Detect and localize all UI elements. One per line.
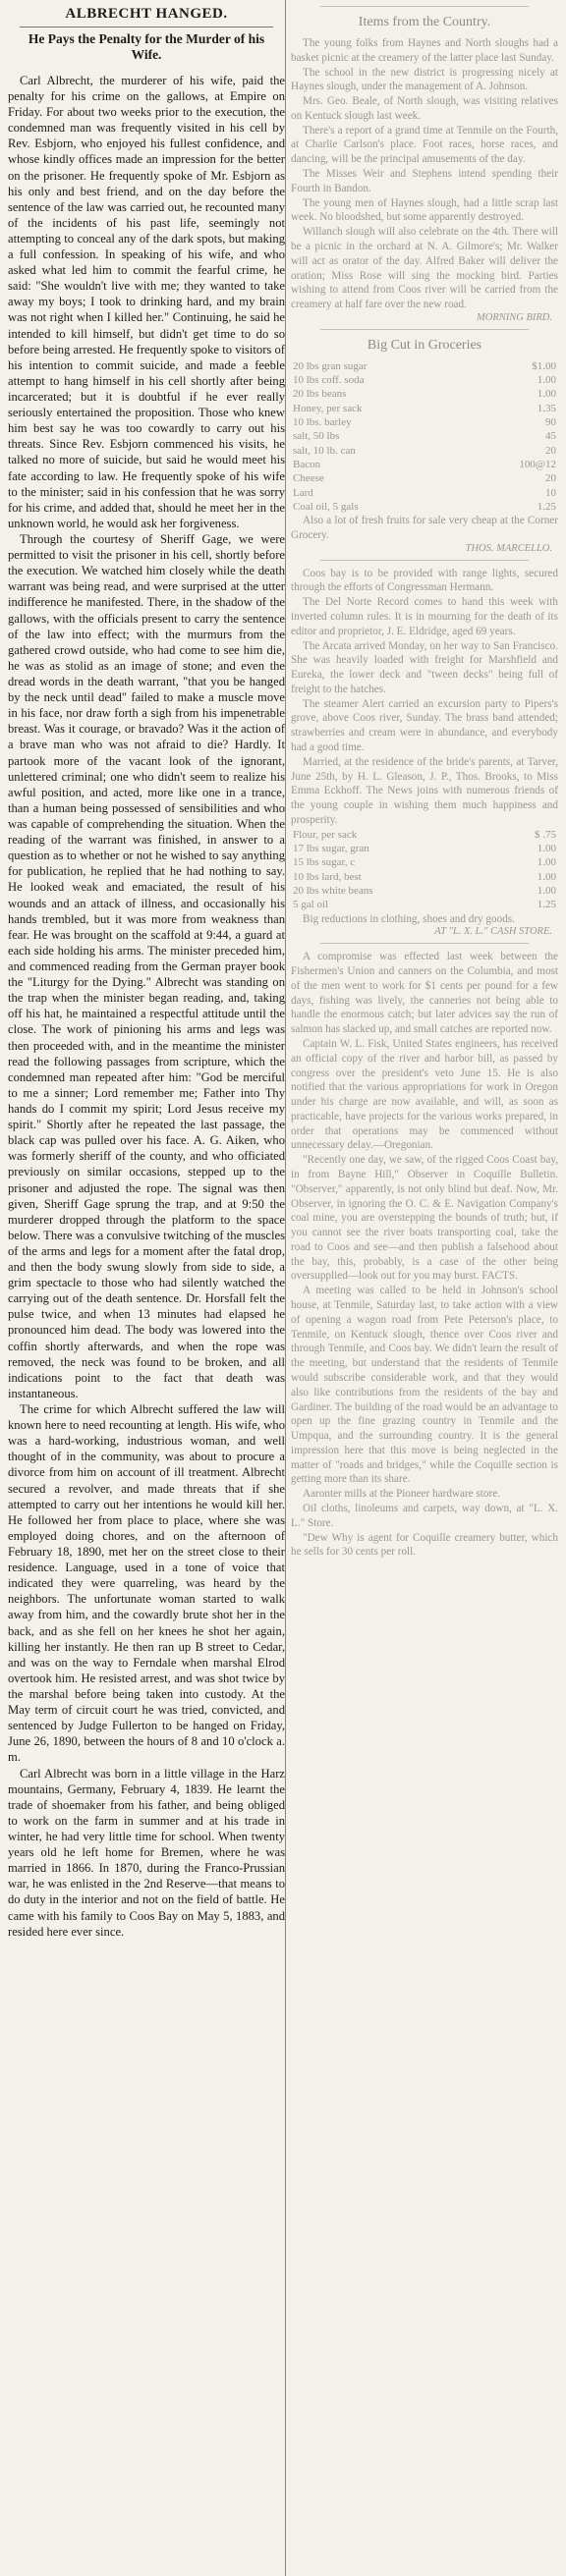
price-value: 1.25 bbox=[537, 500, 556, 513]
section-rule bbox=[320, 6, 529, 7]
country-item: There's a report of a grand time at Tenmile on the Fourth, at Charlie Carlson's place. Foot races, horse races, and dancing, will be the principal amusements of the day. bbox=[291, 124, 558, 166]
price-row bbox=[291, 870, 558, 884]
price-value: 90 bbox=[545, 416, 556, 429]
price-value: 1.00 bbox=[537, 843, 556, 855]
price-label: Cheese bbox=[293, 472, 324, 485]
country-section bbox=[291, 6, 558, 323]
price-row bbox=[291, 415, 558, 429]
price-label: 5 gal oil bbox=[293, 899, 329, 911]
price-value: 45 bbox=[545, 430, 556, 443]
news-item: Coos bay is to be provided with range lights, secured through the efforts of Congressman Hermann. bbox=[291, 567, 558, 594]
country-item: The young folks from Haynes and North sloughs had a basket picnic at the creamery of the latter place last Sunday. bbox=[291, 37, 558, 64]
price-row bbox=[291, 402, 558, 415]
price-label: Coal oil, 5 gals bbox=[293, 500, 359, 513]
price-row bbox=[291, 458, 558, 471]
price-label: 17 lbs sugar, gran bbox=[293, 843, 369, 855]
news-section bbox=[291, 560, 558, 938]
price-label: 15 lbs sugar, c bbox=[293, 856, 356, 869]
price-label: salt, 50 lbs bbox=[293, 430, 340, 443]
price-value: $1.00 bbox=[532, 359, 556, 372]
price-row bbox=[291, 828, 558, 842]
price-value: 20 bbox=[545, 472, 556, 485]
country-item: Mrs. Geo. Beale, of North slough, was visiting relatives on Kentuck slough last week. bbox=[291, 95, 558, 122]
article-paragraph: Carl Albrecht, the murderer of his wife, paid the penalty for his crime on the gallows, at Empire on Friday. For about two weeks prior to the execution, the condemned man was frequently visited in his cell by Rev. Esbjorn, who enjoyed his fullest confidence, and whose kindly offices made an impression for the better on the prisoner. He frequently spoke of Mr. Esbjorn as his only and best friend, and on the day before the sentence of the law was carried out, he recounted many of the incidents of his past life, seemingly not attempting to conceal any of the dark spots, but making a full confession. In speaking of his wife, and who asked what led him to commit the fearful crime, he said: "She wouldn't live with me; they wanted to take away my boys; I took to drinking hard, and my brain was not right when I killed her." Continuing, he said he intended to kill himself, but didn't get time to do so before being arrested. He frequently spoke to visitors of his intention to commit suicide, and made a feeble attempt to hang himself in his cell shortly after being incarcerated; but it is doubtful if he ever really seriously entertained the proposition. Those who knew him best say he was too cowardly to carry out his threats. Since Rev. Esbjorn commenced his visits, he talked no more of suicide, but said he would meet his fate according to law. He frequently spoke of his wife to the minister; said in his confession that he was sorry for his crime, and added that, should he meet her in the unknown world, he would ask her forgiveness. bbox=[8, 73, 285, 530]
groceries-section bbox=[291, 329, 558, 554]
price-label: 20 lbs beans bbox=[293, 388, 347, 401]
country-signature: MORNING BIRD. bbox=[477, 311, 552, 323]
country-item: The school in the new district is progressing nicely at Haynes slough, under the management of A. Johnson. bbox=[291, 66, 558, 93]
flour-signature: AT "L. X. L." CASH STORE. bbox=[434, 926, 552, 938]
price-label: 10 lbs lard, best bbox=[293, 870, 362, 883]
country-item: The Misses Weir and Stephens intend spending their Fourth in Bandon. bbox=[291, 168, 558, 194]
price-row bbox=[291, 486, 558, 500]
news-item: The steamer Alert carried an excursion party to Pipers's grove, above Coos river, Sunday. The brass band attended; strawberries and cream were in abundance, and everybody had a good time. bbox=[291, 697, 558, 754]
price-label: 10 lbs coff. soda bbox=[293, 374, 365, 387]
price-value: 1.00 bbox=[537, 856, 556, 869]
price-label: Flour, per sack bbox=[293, 828, 358, 841]
section-rule bbox=[320, 943, 529, 944]
flour-price-list bbox=[291, 828, 558, 912]
country-heading: Items from the Country. bbox=[358, 15, 491, 29]
price-row bbox=[291, 387, 558, 401]
groceries-note: Also a lot of fresh fruits for sale very cheap at the Corner Grocery. bbox=[291, 515, 558, 541]
price-value: 20 bbox=[545, 444, 556, 457]
price-value: 1.00 bbox=[537, 884, 556, 897]
price-value: 1.25 bbox=[537, 899, 556, 911]
price-value: 1.00 bbox=[537, 374, 556, 387]
news-item: Married, at the residence of the bride's parents, at Tarver, June 25th, by H. L. Gleason, J. P., Thos. Brooks, to Miss Emma Eckhoff. The News joins with numerous friends of the young couple in wishing them much happiness and prosperity. bbox=[291, 755, 558, 826]
article-paragraph: The crime for which Albrecht suffered the law will known here to need recounting at length. His wife, who was a hard-working, industrious woman, and well thought of in the community, was about to procure a divorce from him on account of ill treatment. Albrecht secured a revolver, and made threats that if she attempted to carry out her intentions he would kill her. He followed her from place to place, where she was employed doing chores, and on the afternoon of February 18, 1890, met her on the street close to their residence. Language, used in a tone of voice that indicated they were quarreling, was heard by the neighbors. The unfortunate woman started to walk away from him, and the cowardly brute shot her in the back, and as she fell on her knees he shot her again, killing her instantly. He then ran up B street to Cedar, and was on the way to Ferndale when marshal Elrod overtook him. He resisted arrest, and was shot twice by the marshal before being taken into custody. At the May term of circuit court he was tried, convicted, and sentenced by Judge Fullerton to be hanged on Friday, June 26, 1890, between the hours of 8 and 10 o'clock a. m. bbox=[8, 1402, 285, 1765]
price-label: 20 lbs white beans bbox=[293, 884, 373, 897]
news-item: Oil cloths, linoleums and carpets, way down, at "L. X. L." Store. bbox=[291, 1502, 558, 1529]
groceries-signature: THOS. MARCELLO. bbox=[465, 542, 552, 554]
news-item: "Recently one day, we saw, of the rigged Coos Coast bay, in from Bayne Hill," Observer in Coquille Bulletin. "Observer," apparently, is not only blind but deaf. Now, Mr. Observer, in ignoring the O. C. & E. Navigation Company's coal mine, you are overstepping the bounds of truth; but, if you cannot see the river boats transporting coal, take the road to Coos and see—and then publish a falsehood about the bay, this, probably, is a case of the other being oversupplied—look out for you may burst. FACTS. bbox=[291, 1154, 558, 1283]
price-value: 100@12 bbox=[519, 458, 556, 470]
price-row bbox=[291, 500, 558, 514]
news-item: A compromise was effected last week between the Fishermen's Union and canners on the Columbia, and most of the men went to work for $1 cents per pound for a few days, fishing was lively, the canneries not being able to handle the enormous catch; but later advices say the run of salmon has slacked up, and small catches are reported now. bbox=[291, 951, 558, 1036]
price-row bbox=[291, 373, 558, 387]
price-label: Honey, per sack bbox=[293, 402, 363, 414]
price-value: 1.00 bbox=[537, 388, 556, 401]
groceries-heading: Big Cut in Groceries bbox=[367, 337, 482, 353]
news-item: "Dew Why is agent for Coquille creamery butter, which he sells for 30 cents per roll. bbox=[291, 1531, 558, 1559]
price-row bbox=[291, 444, 558, 458]
article-headline: ALBRECHT HANGED. bbox=[65, 6, 228, 22]
price-value: 1.35 bbox=[537, 402, 556, 414]
news-item: The Del Norte Record comes to hand this week with inverted column rules. It is in mourning for the death of its editor and proprietor, J. E. Eldridge, aged 69 years. bbox=[291, 596, 558, 637]
price-row bbox=[291, 884, 558, 898]
section-rule bbox=[320, 329, 529, 330]
price-row bbox=[291, 898, 558, 911]
price-label: salt, 10 lb. can bbox=[293, 444, 356, 457]
news-item: Aaronter mills at the Pioneer hardware store. bbox=[303, 1488, 500, 1501]
news-item: A meeting was called to be held in Johnson's school house, at Tenmile, Saturday last, to take action with a view of opening a wagon road from Pete Peterson's place, to Tenmile, on Kentuck slough, thence over Coos river and through Tenmile, and Coos bay. We didn't learn the result of the meeting, but understand that the residents of Tenmile would subscribe considerable work, and that they would also like contributions from the residents of the bay and Gardiner. The building of the road would be an advantage to open up the fine grazing country in Tenmile and the Umpqua, and the surrounding country. It is the general impression here that this move is being neglected in the matter of "roads and bridges," while the Coquille section is getting more than its share. bbox=[291, 1285, 558, 1486]
price-label: Bacon bbox=[293, 458, 321, 470]
more-news-section bbox=[291, 943, 558, 1560]
country-item: The young men of Haynes slough, had a little scrap last week. No bloodshed, but some apparently destroyed. bbox=[291, 196, 558, 224]
price-label: 10 lbs. barley bbox=[293, 416, 352, 429]
news-item: Captain W. L. Fisk, United States engineers, has received an official copy of the river and harbor bill, as passed by congress over the president's veto June 15. He is also notified that the various appropriations for work in Oregon under his charge are now available, and will, as soon as practicable, have projects for the various works prepared, in order that operations may be commenced without unnecessary delay.—Oregonian. bbox=[291, 1037, 558, 1152]
news-item: The Arcata arrived Monday, on her way to San Francisco. She was heavily loaded with freight for Marshfield and Eureka, the lower deck and "tween decks" being full of freight to the hatches. bbox=[291, 639, 558, 695]
price-row bbox=[291, 855, 558, 869]
article-body bbox=[8, 73, 285, 1940]
left-column bbox=[8, 0, 286, 2576]
price-row bbox=[291, 471, 558, 485]
article-paragraph: Carl Albrecht was born in a little village in the Harz mountains, Germany, February 4, 1839. He learnt the trade of shoemaker from his father, and being obliged to work on the farm in summer and at his trade in winter, he had very little time for school. When twenty years old he left home for Bremen, where he was married in 1866. In 1870, during the Franco-Prussian war, he was enlisted in the 2nd Reserve—that means to do duty in the interior and not on the field of battle. He came with his family to Coos Bay on May 5, 1883, and resided here ever since. bbox=[8, 1766, 285, 1939]
price-value: $ .75 bbox=[535, 828, 556, 841]
groceries-price-list bbox=[291, 359, 558, 514]
price-value: 10 bbox=[545, 486, 556, 499]
price-label: Lard bbox=[293, 486, 313, 499]
price-label: 20 lbs gran sugar bbox=[293, 359, 368, 372]
price-row bbox=[291, 842, 558, 855]
right-column bbox=[291, 0, 558, 2576]
section-rule bbox=[320, 560, 529, 561]
article-deck: He Pays the Penalty for the Murder of his Wife. bbox=[28, 31, 265, 62]
price-row bbox=[291, 429, 558, 443]
country-item: Willanch slough will also celebrate on the 4th. There will be a picnic in the orchard at N. A. Gilmore's; Mr. Walker will act as orator of the day. Alfred Baker will deliver the oration; Miss Rose will sing the mocking bird. Parties wishing to attend from Coos river will be carried from the creamery at half fare over the new road. bbox=[291, 226, 558, 311]
price-row bbox=[291, 359, 558, 373]
price-value: 1.00 bbox=[537, 870, 556, 883]
article-paragraph: Through the courtesy of Sheriff Gage, we were permitted to visit the prisoner in his cell, shortly before the execution. We watched him closely while the death warrant was being read, and were surprised at the utter indifference he manifested. There, in the shadow of the gallows, with the officials present to carry the sentence of the law into effect; with the murmurs from the gathered crowd outside, who had come to see him die, he was as stolid as an image of stone; and even the dread words in the death warrant, "that you be hanged by the neck until dead" failed to make a muscle move in his face, nor draw forth a sigh from his impenetrable breast. Was it courage, or bravado? Was it the action of a brave man who was not afraid to die? Hardly. It partook more of the vacant look of the ignorant, unlettered criminal; one who didn't seem to realize his awful position, and acted, more like one in a trance, than a human being possessed of sensibilities and who was capable of comprehending the situation. When the reading of the warrant was finished, in answer to a question as to whether or not he wished to say anything for publication, he replied that he had nothing to say. He looked weak and emaciated, the result of his wounds and an attack of illness, and occasionally his hands trembled, but it was more from weakness than fear. He was brought on the scaffold at 9:44, a guard at each side holding his arms. The minister preceded him, and commenced reading from the German prayer book the "Liturgy for the Dying." Albrecht was standing on the trap when the minister began reading, and, taking off his hat, he maintained a respectful attitude until the close. The work of pinioning his arms and legs was then proceeded with, and in the meantime the minister read the following passages from scripture, which the condemned man repeated after him: "God be merciful to me a sinner; Lord remember me; Father into Thy hands do I commit my spirit; Lord Jesus receive my spirit." Shortly after he repeated the last passage, the black cap was pulled over his face. A. G. Aiken, who was formerly sheriff of the county, and who officiated previously on similar occasions, stepped up to the prisoner and adjusted the rope. The signal was then given, Sheriff Gage sprung the trap, and at 9:50 the murderer dropped through the platform to the space below. There was a convulsive twitching of the muscles of the arms and legs for a moment after the fatal drop, and then the body swung slowly from side to side, a grim spectacle to those who had silently watched the carrying out of the death sentence. Dr. Horsfall felt the pulse twice, and when 13 minutes had elapsed he pronounced him dead. The body was lowered into the coffin shortly afterwards, and when the rope was removed, the neck was found to be broken, and all indications point to the fact that death was instantaneous. bbox=[8, 532, 285, 1400]
flour-note: Big reductions in clothing, shoes and dry goods. bbox=[303, 912, 515, 925]
